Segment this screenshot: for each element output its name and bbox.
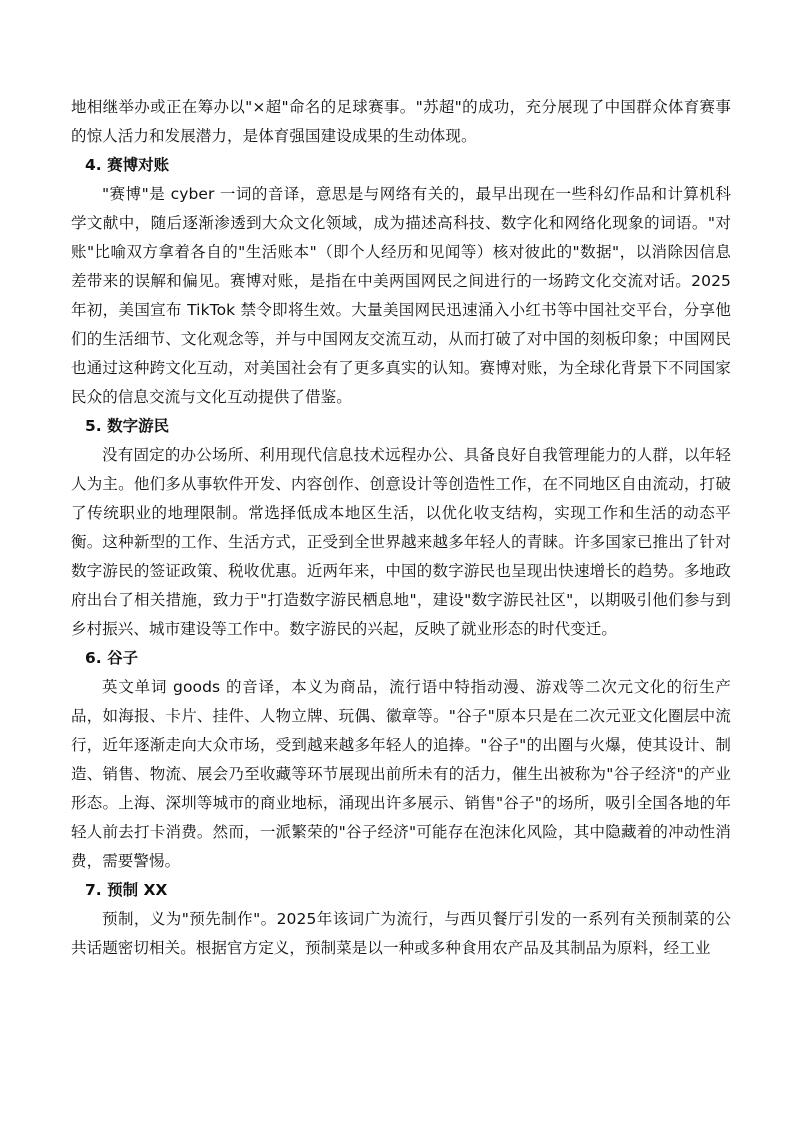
section-heading-prefabricated: 7. 预制 XX <box>85 881 168 899</box>
section-heading-guzi: 6. 谷子 <box>85 649 139 667</box>
section-heading-digital-nomads: 5. 数字游民 <box>85 417 170 435</box>
paragraph-digital-nomads: 没有固定的办公场所、利用现代信息技术远程办公、具备良好自我管理能力的人群，以年轻人为主。他们多从事软件开发、内容创作、创意设计等创造性工作，在不同地区自由流动，打破了传统职业的地理限制。常选择低成本地区生活，以优化收支结构，实现工作和生活的动态平衡。这种新型的工作、生活方式，正受到全世界越来越多年轻人的青睐。许多国家已推出了针对数字游民的签证政策、税收优惠。近两年来，中国的数字游民也呈现出快速增长的趋势。多地政府出台了相关措施，致力于"打造数字游民栖息地"，建设"数字游民社区"，以期吸引他们参与到乡村振兴、城市建设等工作中。数字游民的兴起，反映了就业形态的时代变迁。 <box>71 446 731 638</box>
document-body <box>71 93 731 963</box>
paragraph-suchao-continuation: 地相继举办或正在筹办以"×超"命名的足球赛事。"苏超"的成功，充分展现了中国群众体育赛事的惊人活力和发展潜力，是体育强国建设成果的生动体现。 <box>71 98 731 145</box>
paragraph-prefabricated: 预制，义为"预先制作"。2025年该词广为流行，与西贝餐厅引发的一系列有关预制菜的公共话题密切相关。根据官方定义，预制菜是以一种或多种食用农产品及其制品为原料，经工业 <box>71 910 731 957</box>
paragraph-guzi: 英文单词 goods 的音译，本义为商品，流行语中特指动漫、游戏等二次元文化的衍生产品，如海报、卡片、挂件、人物立牌、玩偶、徽章等。"谷子"原本只是在二次元亚文化圈层中流行，近年逐渐走向大众市场，受到越来越多年轻人的追捧。"谷子"的出圈与火爆，使其设计、制造、销售、物流、展会乃至收藏等环节展现出前所未有的活力，催生出被称为"谷子经济"的产业形态。上海、深圳等城市的商业地标，涌现出许多展示、销售"谷子"的场所，吸引全国各地的年轻人前去打卡消费。然而，一派繁荣的"谷子经济"可能存在泡沫化风险，其中隐藏着的冲动性消费，需要警惕。 <box>71 678 731 870</box>
paragraph-cyber-reconciliation: "赛博"是 cyber 一词的音译，意思是与网络有关的，最早出现在一些科幻作品和计算机科学文献中，随后逐渐渗透到大众文化领域，成为描述高科技、数字化和网络化现象的词语。"对账"比喻双方拿着各自的"生活账本"（即个人经历和见闻等）核对彼此的"数据"，以消除因信息差带来的误解和偏见。赛博对账，是指在中美两国网民之间进行的一场跨文化交流对话。2025年初，美国宣布 TikTok 禁令即将生效。大量美国网民迅速涌入小红书等中国社交平台，分享他们的生活细节、文化观念等，并与中国网友交流互动，从而打破了对中国的刻板印象；中国网民也通过这种跨文化互动，对美国社会有了更多真实的认知。赛博对账，为全球化背景下不同国家民众的信息交流与文化互动提供了借鉴。 <box>71 185 731 406</box>
section-heading-cyber-reconciliation: 4. 赛博对账 <box>85 156 170 174</box>
